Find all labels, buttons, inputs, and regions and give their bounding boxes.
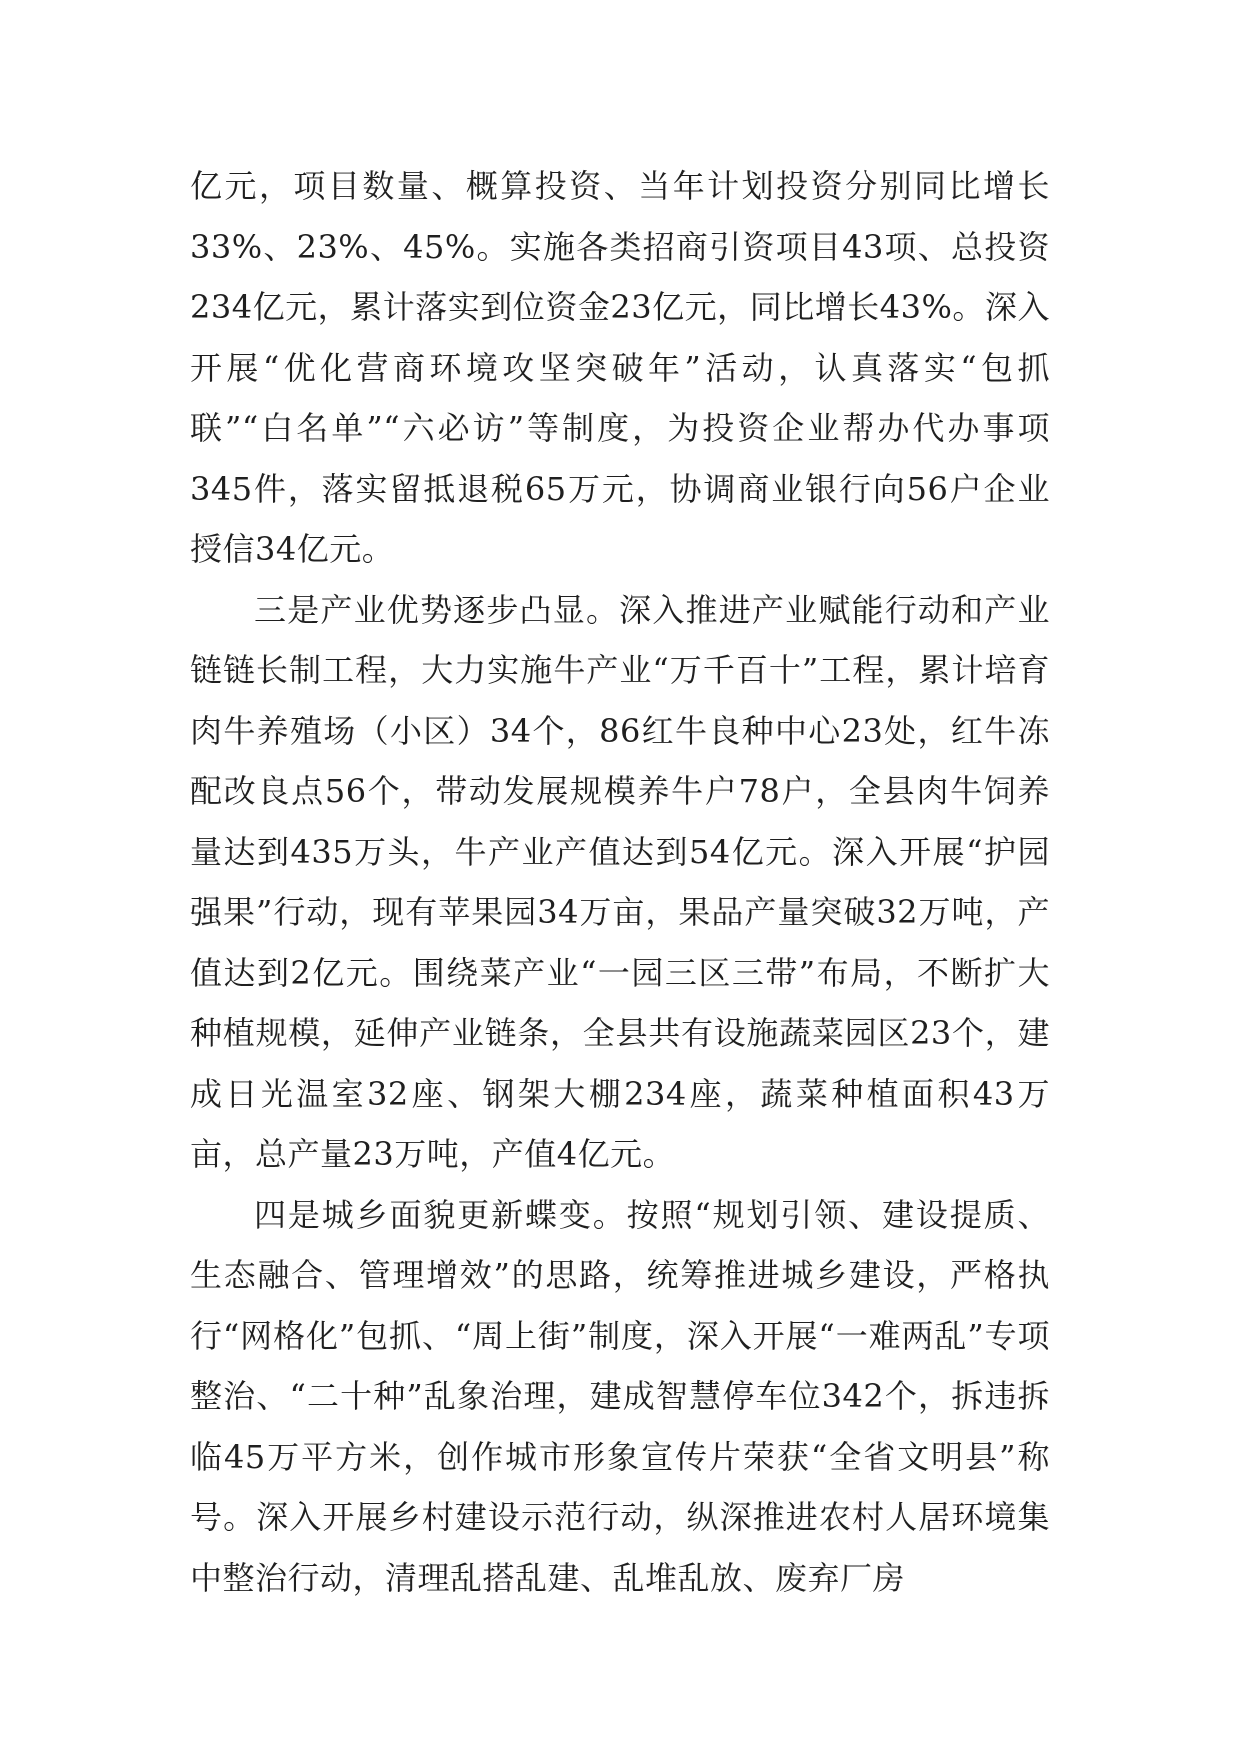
paragraph-investment: 亿元，项目数量、概算投资、当年计划投资分别同比增长33%、23%、45%。实施各类招商引资项目43项、总投资234亿元，累计落实到位资金23亿元，同比增长43%。深入开展“优化营商环境攻坚突破年”活动，认真落实“包抓联”“白名单”“六必访”等制度，为投资企业帮办代办事项345件，落实留抵退税65万元，协调商业银行向56户企业授信34亿元。 xyxy=(190,167,1050,568)
paragraph-urban-rural: 四是城乡面貌更新蝶变。按照“规划引领、建设提质、生态融合、管理增效”的思路，统筹推进城乡建设，严格执行“网格化”包抓、“周上街”制度，深入开展“一难两乱”专项整治、“二十种”乱象治理，建成智慧停车位342个，拆违拆临45万平方米，创作城市形象宣传片荣获“全省文明县”称号。深入开展乡村建设示范行动，纵深推进农村人居环境集中整治行动，清理乱搭乱建、乱堆乱放、废弃厂房 xyxy=(190,1195,1050,1597)
paragraph-industry-advantage: 三是产业优势逐步凸显。深入推进产业赋能行动和产业链链长制工程，大力实施牛产业“万千百十”工程，累计培育肉牛养殖场（小区）34个，86红牛良种中心23处，红牛冻配改良点56个，带动发展规模养牛户78户，全县肉牛饲养量达到435万头，牛产业产值达到54亿元。深入开展“护园强果”行动，现有苹果园34万亩，果品产量突破32万吨，产值达到2亿元。围绕菜产业“一园三区三带”布局，不断扩大种植规模，延伸产业链条，全县共有设施蔬菜园区23个，建成日光温室32座、钢架大棚234座，蔬菜种植面积43万亩，总产量23万吨，产值4亿元。 xyxy=(190,590,1050,1173)
document-body xyxy=(190,156,1050,1608)
